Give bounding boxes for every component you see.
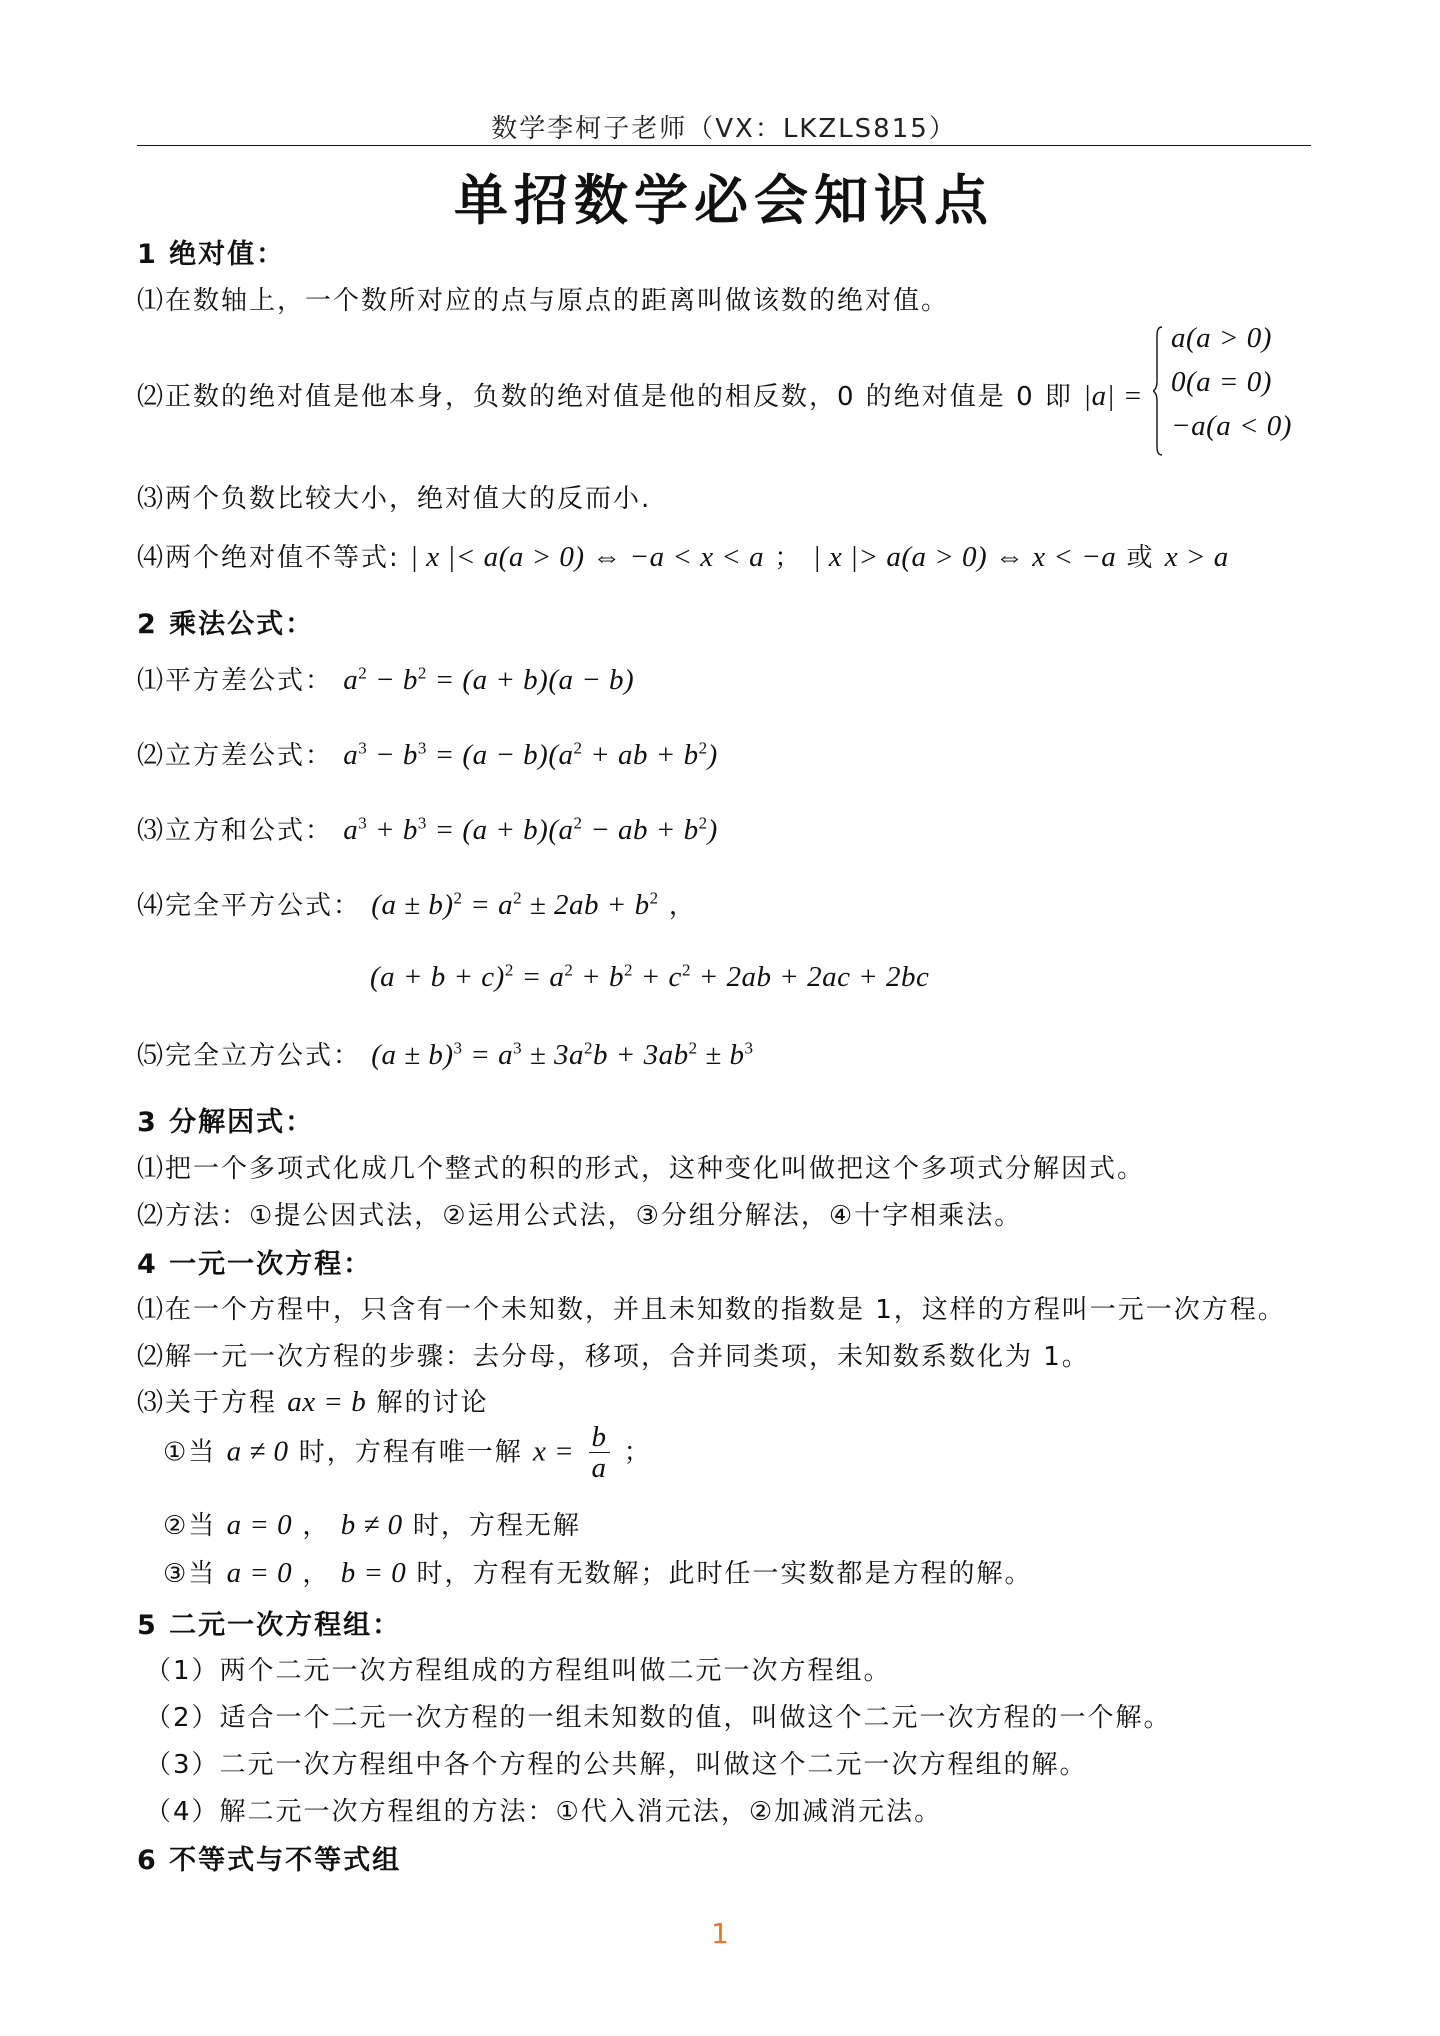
s1-line-2 bbox=[137, 376, 1143, 413]
case-text: ①当 bbox=[163, 1437, 217, 1468]
section-2-heading: 2 乘法公式： bbox=[137, 609, 315, 640]
section-6-heading: 6 不等式与不等式组 bbox=[137, 1845, 402, 1876]
case-math-1: a = 0 bbox=[226, 1557, 293, 1589]
case-solution-x: x = bbox=[533, 1435, 575, 1468]
s1-line-1: ⑴在数轴上，一个数所对应的点与原点的距离叫做该数的绝对值。 bbox=[137, 286, 950, 316]
s5-line-2: （2）适合一个二元一次方程的一组未知数的值，叫做这个二元一次方程的一个解。 bbox=[145, 1703, 1172, 1733]
left-brace-icon bbox=[1153, 326, 1163, 456]
abs-ineq-2: | x |> a(a > 0) ⇔ x < −a bbox=[812, 541, 1117, 573]
formula-diff-cubes bbox=[137, 735, 718, 772]
section-5-heading: 5 二元一次方程组： bbox=[137, 1610, 402, 1641]
page-header: 数学李柯子老师（VX：LKZLS815） bbox=[491, 114, 957, 144]
formula-expression: $(a + b + c)^2 = a^2 + b^2 + c^2 + 2ab + 2ac + 2bc$ bbox=[370, 960, 930, 993]
s1-line-2-text: ⑵正数的绝对值是他本身，负数的绝对值是他的相反数，0 的绝对值是 0 即 bbox=[137, 382, 1073, 412]
section-1-heading: 1 绝对值： bbox=[137, 239, 286, 270]
s4-case-1 bbox=[163, 1422, 652, 1484]
case-text-b: 时，方程无解 bbox=[412, 1511, 581, 1541]
case-negative: −a(a < 0) bbox=[1171, 410, 1292, 442]
formula-perfect-cube bbox=[137, 1035, 754, 1072]
page-title: 单招数学必会知识点 bbox=[454, 169, 994, 232]
section-4-heading: 4 一元一次方程： bbox=[137, 1249, 373, 1280]
fraction-b-over-a bbox=[589, 1422, 610, 1484]
formula-sum-cubes bbox=[137, 810, 718, 847]
abs-ineq-1: | x |< a(a > 0) ⇔ −a < x < a bbox=[410, 541, 765, 573]
case-math-1: a = 0 bbox=[226, 1509, 293, 1541]
case-sep: ， bbox=[302, 1511, 331, 1541]
s4-line-2: ⑵解一元一次方程的步骤：去分母，移项，合并同类项，未知数系数化为 1。 bbox=[137, 1342, 1090, 1372]
case-math: a ≠ 0 bbox=[226, 1435, 289, 1468]
section-3-heading: 3 分解因式： bbox=[137, 1107, 315, 1138]
page-number: 1 bbox=[711, 1917, 729, 1950]
s5-line-1: （1）两个二元一次方程组成的方程组叫做二元一次方程组。 bbox=[145, 1656, 892, 1686]
piecewise-cases bbox=[1153, 322, 1323, 460]
s5-line-4: （4）解二元一次方程组的方法：①代入消元法，②加减消元法。 bbox=[145, 1797, 943, 1827]
abs-a-formula: |a| = bbox=[1083, 380, 1143, 412]
formula-expression: $(a \pm b)^3 = a^3 \pm 3a^2b + 3ab^2 \pm b^3$ bbox=[371, 1038, 754, 1071]
case-text-b: 时，方程有唯一解 bbox=[298, 1437, 523, 1468]
s1-line-4-or: 或 bbox=[1126, 543, 1155, 573]
formula-label: ⑶立方和公式： bbox=[137, 816, 334, 846]
formula-perfect-square bbox=[137, 885, 697, 922]
equation-ax-b: ax = b bbox=[287, 1386, 367, 1418]
case-sep: ， bbox=[302, 1559, 331, 1589]
abs-ineq-3: x > a bbox=[1164, 541, 1229, 573]
s1-line-4-label: ⑷两个绝对值不等式: bbox=[137, 543, 400, 573]
formula-expression: $(a \pm b)^2 = a^2 \pm 2ab + b^2$ bbox=[371, 888, 659, 921]
formula-label: ⑷完全平方公式： bbox=[137, 891, 362, 921]
case-math-2: b = 0 bbox=[340, 1557, 407, 1589]
s4-line-3-text: ⑶关于方程 bbox=[137, 1388, 278, 1418]
s3-line-2: ⑵方法：①提公因式法，②运用公式法，③分组分解法，④十字相乘法。 bbox=[137, 1201, 1023, 1231]
case-math-2: b ≠ 0 bbox=[340, 1509, 403, 1541]
case-zero: 0(a = 0) bbox=[1171, 366, 1272, 398]
s4-case-2 bbox=[163, 1505, 581, 1542]
case-positive: a(a > 0) bbox=[1171, 322, 1272, 354]
s4-line-3-text-b: 解的讨论 bbox=[376, 1388, 489, 1418]
formula-tail: ， bbox=[668, 891, 697, 921]
formula-label: ⑴平方差公式： bbox=[137, 666, 334, 696]
formula-diff-squares bbox=[137, 660, 634, 697]
formula-expression: $a^3 - b^3 = (a - b)(a^2$ + ab + $b^2$) bbox=[343, 738, 718, 771]
s1-line-3: ⑶两个负数比较大小，绝对值大的反而小. bbox=[137, 484, 652, 514]
formula-expression: $a^2 - b^2 = (a + b)(a - b)$ bbox=[343, 663, 635, 696]
s3-line-1: ⑴把一个多项式化成几个整式的积的形式，这种变化叫做把这个多项式分解因式。 bbox=[137, 1154, 1146, 1184]
case-end: ； bbox=[623, 1437, 652, 1468]
case-text: ②当 bbox=[163, 1511, 217, 1541]
case-text-b: 时，方程有无数解；此时任一实数都是方程的解。 bbox=[416, 1559, 1033, 1589]
case-text: ③当 bbox=[163, 1559, 217, 1589]
header-rule bbox=[137, 145, 1311, 146]
s4-line-3 bbox=[137, 1382, 489, 1419]
fraction-denominator: a bbox=[591, 1452, 607, 1485]
s4-line-1: ⑴在一个方程中，只含有一个未知数，并且未知数的指数是 1，这样的方程叫一元一次方程。 bbox=[137, 1295, 1286, 1325]
fraction-numerator: b bbox=[589, 1422, 610, 1453]
formula-trinomial-square bbox=[370, 960, 929, 994]
s1-line-4 bbox=[137, 537, 1229, 574]
s4-case-3 bbox=[163, 1553, 1033, 1590]
formula-label: ⑵立方差公式： bbox=[137, 741, 334, 771]
formula-label: ⑸完全立方公式： bbox=[137, 1041, 362, 1071]
formula-expression: $a^3 + b^3 = (a + b)(a^2$ − ab + $b^2$) bbox=[343, 813, 718, 846]
s1-line-4-sep: ； bbox=[774, 543, 803, 573]
s5-line-3: （3）二元一次方程组中各个方程的公共解，叫做这个二元一次方程组的解。 bbox=[145, 1750, 1088, 1780]
